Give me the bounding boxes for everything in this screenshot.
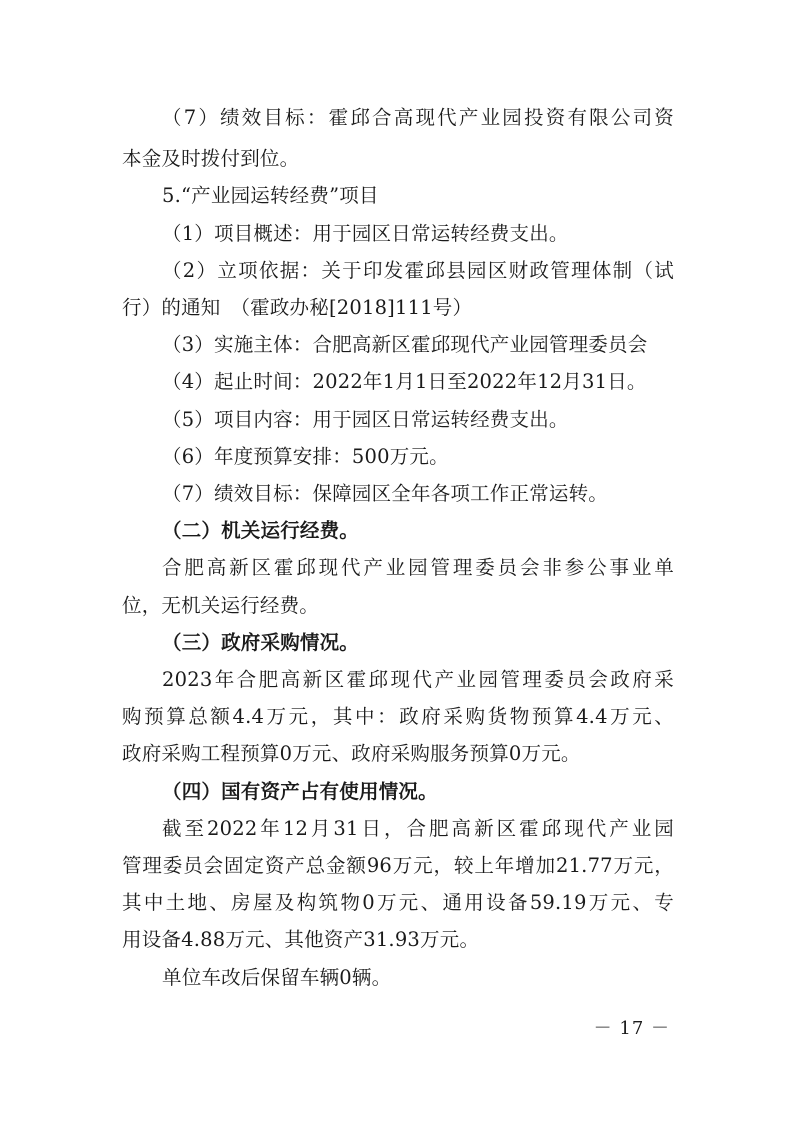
- time-period: （4）起止时间：2022年1月1日至2022年12月31日。: [162, 370, 647, 393]
- project-content: （5）项目内容：用于园区日常运转经费支出。: [162, 408, 569, 431]
- goal-line-7b: 本金及时拨付到位。: [122, 147, 300, 170]
- section-4-text-d: 用设备4.88万元、其他资产31.93万元。: [122, 928, 480, 951]
- project-overview: （1）项目概述：用于园区日常运转经费支出。: [162, 222, 569, 245]
- project-basis-b: 行）的通知 （霍政办秘[2018]111号）: [122, 296, 473, 319]
- goal-line-7a: （7）绩效目标：霍邱合高现代产业园投资有限公司资: [162, 106, 674, 129]
- section-4-text-c: 其中土地、房屋及构筑物0万元、通用设备59.19万元、专: [122, 891, 674, 914]
- section-3-text-c: 政府采购工程预算0万元、政府采购服务预算0万元。: [122, 742, 581, 765]
- vehicle-info: 单位车改后保留车辆0辆。: [162, 966, 392, 989]
- section-2-text-b: 位，无机关运行经费。: [122, 594, 320, 617]
- section-4-heading: （四）国有资产占有使用情况。: [162, 780, 438, 803]
- section-2-text-a: 合肥高新区霍邱现代产业园管理委员会非参公事业单: [162, 556, 674, 579]
- project-5-heading: 5.“产业园运转经费”项目: [162, 184, 379, 207]
- page-number: － 17 －: [593, 1018, 670, 1039]
- project-basis-a: （2）立项依据：关于印发霍邱县园区财政管理体制（试: [162, 259, 674, 282]
- section-2-heading: （二）机关运行经费。: [162, 519, 360, 542]
- section-3-text-a: 2023年合肥高新区霍邱现代产业园管理委员会政府采: [162, 668, 674, 691]
- annual-budget: （6）年度预算安排：500万元。: [162, 445, 449, 468]
- section-3-text-b: 购预算总额4.4万元，其中：政府采购货物预算4.4万元、: [122, 705, 674, 728]
- implementing-body: （3）实施主体：合肥高新区霍邱现代产业园管理委员会: [162, 333, 648, 356]
- performance-goal: （7）绩效目标：保障园区全年各项工作正常运转。: [162, 482, 609, 505]
- section-3-heading: （三）政府采购情况。: [162, 631, 360, 654]
- section-4-text-a: 截至2022年12月31日，合肥高新区霍邱现代产业园: [162, 817, 674, 840]
- section-4-text-b: 管理委员会固定资产总金额96万元，较上年增加21.77万元，: [122, 854, 674, 877]
